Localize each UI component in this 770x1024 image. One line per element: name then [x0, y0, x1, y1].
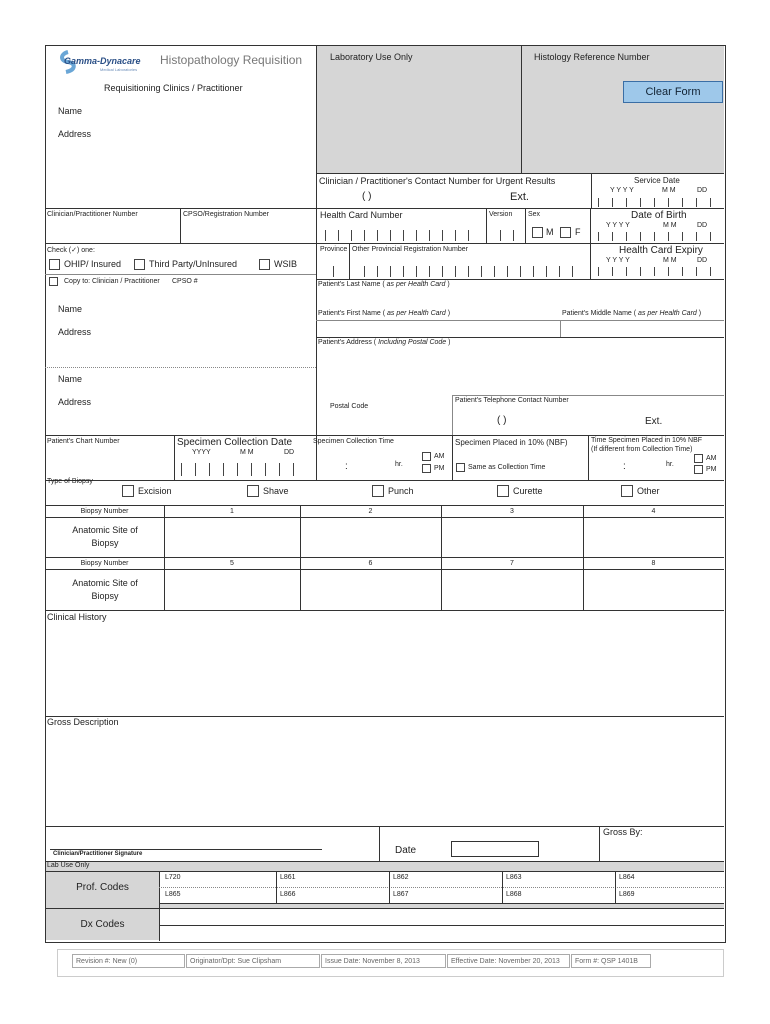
sex-label: Sex	[528, 211, 541, 218]
collection-am-label: AM	[434, 453, 445, 460]
service-date-label: Service Date	[634, 176, 680, 185]
collection-time-colon: :	[345, 461, 348, 472]
version-label: Version	[489, 211, 513, 218]
patient-telephone-label: Patient's Telephone Contact Number	[455, 397, 569, 404]
collection-date-label: Specimen Collection Date	[177, 437, 293, 448]
collection-pm-checkbox[interactable]	[422, 464, 431, 473]
histology-ref-area	[522, 46, 724, 173]
copy-to-checkbox[interactable]	[49, 277, 58, 286]
nbf-am-checkbox[interactable]	[694, 454, 703, 463]
dob-yyyy: Y Y Y Y	[606, 222, 630, 229]
signature-label: Clinician/Practitioner Signature	[53, 851, 143, 857]
collection-pm-label: PM	[434, 465, 445, 472]
curette-checkbox[interactable]	[497, 485, 509, 497]
hc-expiry-mm: M M	[663, 257, 677, 264]
biopsy-number-7: 7	[510, 559, 514, 567]
practitioner-number-label: Clinician/Practitioner Number	[47, 211, 138, 218]
clinic-name-label: Name	[58, 106, 83, 116]
punch-label: Punch	[388, 486, 414, 496]
type-of-biopsy-label: Type of Biopsy	[47, 478, 93, 485]
same-as-collection-checkbox[interactable]	[456, 463, 465, 472]
prof-code-l869: L869	[619, 891, 635, 898]
sex-female-label: F	[575, 227, 581, 237]
dx-codes-label: Dx Codes	[80, 918, 125, 930]
biopsy-number-label: Biopsy Number	[80, 507, 129, 515]
histology-ref-label: Histology Reference Number	[534, 52, 650, 62]
ohip-label: OHIP/ Insured	[64, 259, 122, 269]
service-date-yyyy: Y Y Y Y	[610, 187, 634, 194]
hc-expiry-label: Health Card Expiry	[619, 245, 703, 256]
hc-expiry-yyyy: Y Y Y Y	[606, 257, 630, 264]
collection-am-checkbox[interactable]	[422, 452, 431, 461]
gross-by-label: Gross By:	[603, 827, 643, 837]
biopsy-number-label-2: Biopsy Number	[80, 559, 129, 567]
postal-code-label: Postal Code	[330, 403, 369, 410]
footer-issue-date: Issue Date: November 8, 2013	[321, 954, 446, 968]
nbf-am-label: AM	[706, 455, 717, 462]
lab-use-only-label: Lab Use Only	[47, 862, 90, 869]
wsib-label: WSIB	[274, 259, 298, 269]
third-party-label: Third Party/UnInsured	[149, 259, 238, 269]
third-party-checkbox[interactable]	[134, 259, 145, 270]
cpso-number-label: CPSO/Registration Number	[183, 211, 269, 218]
shave-label: Shave	[263, 486, 289, 496]
footer-originator: Originator/Dpt: Sue Clipsham	[186, 954, 320, 968]
biopsy-number-8: 8	[651, 559, 656, 567]
prof-code-l862: L862	[393, 874, 409, 881]
province-label: Province	[320, 246, 348, 253]
curette-label: Curette	[513, 486, 543, 496]
service-date-mm: M M	[662, 187, 676, 194]
patient-middle-name-label: Patient's Middle Name ( as per Health Card )	[562, 310, 702, 317]
dob-label: Date of Birth	[631, 210, 687, 221]
nbf-time-colon: :	[623, 461, 626, 472]
collection-time-label: Specimen Collection Time	[313, 438, 394, 445]
form-title: Histopathology Requisition	[160, 53, 303, 67]
clinical-history-field[interactable]	[46, 625, 723, 715]
footer-effective-date: Effective Date: November 20, 2013	[447, 954, 570, 968]
dob-mm: M M	[663, 222, 677, 229]
dob-dd: DD	[697, 222, 708, 229]
prof-code-l861: L861	[280, 874, 296, 881]
biopsy-number-1: 1	[230, 507, 234, 515]
patient-address-label: Patient's Address ( Including Postal Code )	[318, 339, 451, 346]
prof-code-l865: L865	[165, 891, 181, 898]
ohip-checkbox[interactable]	[49, 259, 60, 270]
lab-use-only-bar	[46, 861, 724, 871]
copy-to-label: Copy to: Clinician / Practitioner	[64, 278, 160, 285]
excision-checkbox[interactable]	[122, 485, 134, 497]
lab-use-area	[317, 46, 521, 173]
prof-code-l866: L866	[280, 891, 296, 898]
wsib-checkbox[interactable]	[259, 259, 270, 270]
collection-date-dd: DD	[284, 449, 295, 456]
anatomic-site-field-4[interactable]	[584, 518, 724, 557]
prof-code-l864: L864	[619, 874, 635, 881]
urgent-phone-paren: ( )	[362, 191, 372, 202]
patient-phone-paren: ( )	[497, 415, 507, 426]
copy-cpso-label: CPSO #	[172, 278, 198, 285]
prof-codes-label: Prof. Codes	[76, 881, 129, 893]
patient-ext-label: Ext.	[645, 416, 663, 427]
biopsy-number-5: 5	[230, 559, 234, 567]
clear-form-button[interactable]: Clear Form	[623, 81, 723, 103]
other-label: Other	[637, 486, 660, 496]
service-date-dd: DD	[697, 187, 708, 194]
prof-code-l867: L867	[393, 891, 409, 898]
collection-date-yyyy: YYYY	[192, 449, 211, 456]
requisitioning-clinic-title: Requisitioning Clinics / Practitioner	[104, 83, 243, 93]
urgent-contact-label: Clinician / Practitioner's Contact Number for Urgent Results	[319, 176, 556, 186]
anatomic-site-field-6[interactable]	[301, 570, 441, 610]
collection-date-mm: M M	[240, 449, 254, 456]
clinic-address-label: Address	[58, 129, 92, 139]
check-one-label: Check (✓) one:	[47, 247, 95, 254]
excision-label: Excision	[138, 486, 172, 496]
nbf-pm-label: PM	[706, 466, 717, 473]
health-card-label: Health Card Number	[320, 210, 403, 220]
logo-company-name: Gamma-Dynacare	[64, 56, 141, 66]
biopsy-number-3: 3	[510, 507, 514, 515]
anatomic-site-label-2: Anatomic Site of Biopsy	[72, 577, 138, 601]
lab-use-only-label: Laboratory Use Only	[330, 52, 413, 62]
punch-checkbox[interactable]	[372, 485, 384, 497]
anatomic-site-field-1[interactable]	[165, 518, 300, 557]
biopsy-number-4: 4	[651, 507, 656, 515]
prof-code-l868: L868	[506, 891, 522, 898]
collection-time-hr: hr.	[395, 461, 403, 468]
gross-description-label: Gross Description	[47, 717, 119, 727]
nbf-label: Specimen Placed in 10% (NBF)	[455, 438, 568, 447]
other-provincial-label: Other Provincial Registration Number	[352, 246, 468, 253]
nbf-time-hr: hr.	[666, 461, 674, 468]
anatomic-site-field-5[interactable]	[165, 570, 300, 610]
sex-male-checkbox[interactable]	[532, 227, 543, 238]
logo-tagline: Medical Laboratories	[100, 67, 138, 72]
clinical-history-label: Clinical History	[47, 612, 107, 622]
date-input[interactable]	[451, 841, 539, 857]
other-checkbox[interactable]	[621, 485, 633, 497]
anatomic-site-field-8[interactable]	[584, 570, 724, 610]
biopsy-number-6: 6	[368, 559, 373, 567]
prof-code-l863: L863	[506, 874, 522, 881]
sex-male-label: M	[546, 227, 554, 237]
copy2-address-label: Address	[58, 397, 92, 407]
copy-name-label: Name	[58, 304, 83, 314]
footer-form-number: Form #: QSP 1401B	[571, 954, 651, 968]
patient-first-name-label: Patient's First Name ( as per Health Card )	[318, 310, 451, 317]
date-label: Date	[395, 845, 417, 856]
company-logo	[58, 49, 158, 75]
anatomic-site-label: Anatomic Site of Biopsy	[72, 525, 138, 548]
chart-number-label: Patient's Chart Number	[47, 438, 120, 445]
sex-female-checkbox[interactable]	[560, 227, 571, 238]
same-as-collection-label: Same as Collection Time	[468, 464, 546, 471]
anatomic-site-field-3[interactable]	[442, 518, 583, 557]
copy2-name-label: Name	[58, 374, 83, 384]
urgent-ext-label: Ext.	[510, 191, 529, 203]
prof-code-l720: L720	[165, 874, 181, 881]
hc-expiry-dd: DD	[697, 257, 708, 264]
nbf-pm-checkbox[interactable]	[694, 465, 703, 474]
gross-description-field[interactable]	[46, 730, 723, 825]
shave-checkbox[interactable]	[247, 485, 259, 497]
anatomic-site-field-7[interactable]	[442, 570, 583, 610]
footer-revision: Revision #: New (0)	[72, 954, 185, 968]
nbf-time-sub: (If different from Collection Time)	[591, 446, 693, 453]
patient-last-name-label: Patient's Last Name ( as per Health Card )	[318, 281, 450, 288]
anatomic-site-field-2[interactable]	[301, 518, 441, 557]
biopsy-number-2: 2	[368, 507, 373, 515]
nbf-time-label: Time Specimen Placed in 10% NBF	[591, 437, 703, 444]
copy-address-label: Address	[58, 327, 92, 337]
